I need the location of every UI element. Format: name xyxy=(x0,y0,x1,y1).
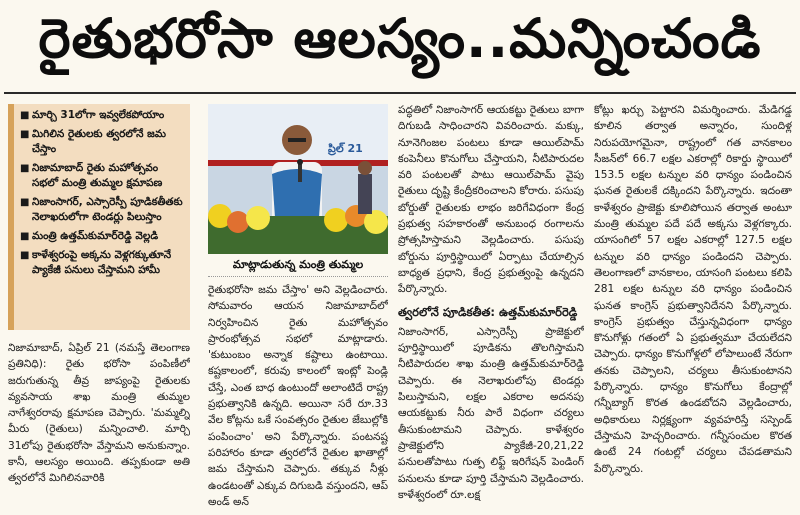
highlight-item: ■ కాళేశ్వరంపై అక్కను వెళ్లగక్కుతూనే ప్యాకేజీ పనులు చేస్తామని హామీ xyxy=(20,249,172,276)
article-paragraph: నిజాంసాగర్, ఎస్సారెస్పీ ప్రాజెక్టులో పూర్తిస్థాయిలో పూడికను తొలగిస్తామని నీటిపారుదల శాఖ మంత్రి ఉత్తమ్‌కుమార్‌రెడ్డి చెప్పారు. ఈ నెలాఖరులోపు టెండర్లు పిలుస్తామని, లక్షల ఎకరాల అదనపు ఆయకట్టుకు నీరు పారే విధంగా చర్యలు తీసుకుంటామని చెప్పారు. కాళేశ్వరం ప్రాజెక్టులోని ప్యాకేజీ-20,21,22 పనులతోపాటు గుత్ప లిఫ్ట్ ఇరిగేషన్ పెండింగ్ పనులను కూడా పూర్తి చేస్తామని వెల్లడించారు. కాళేశ్వరంలో రూ.లక్ష xyxy=(398,325,584,501)
highlight-item: ■ నిజామాబాద్ రైతు మహోత్సవం సభలో మంత్రి తుమ్మల క్షమాపణ xyxy=(20,162,163,189)
column-1 xyxy=(8,340,190,512)
highlight-item: ■ మంత్రి ఉత్తమ్‌కుమార్‌రెడ్డి వెల్లడి xyxy=(20,230,159,242)
column-3 xyxy=(398,102,584,512)
subheading: త్వరలోనే పూడికతీత: ఉత్తమ్‌కుమార్‌రెడ్డి xyxy=(398,304,578,319)
photo-caption: మాట్లాడుతున్న మంత్రి తుమ్మల xyxy=(208,258,388,277)
article-paragraph: కోట్లు ఖర్చు పెట్టారని విమర్శించారు. మేడిగడ్డ కూలిన తర్వాత అన్నారం, సుందిళ్ల నిరుపయోగమైనా, రాష్ట్రంలో గత వానకాలం సీజన్‌లో 66.7 లక్షల ఎకరాల్లో రికార్డు స్థాయిలో 153.5 లక్షల టన్నుల వరి ధాన్యం పండించిన ఘనత రైతులకే దక్కిందని పేర్కొన్నారు. ఇదంతా కాళేశ్వరం ప్రాజెక్టు కూలిపోయిన తర్వాత అంటూ మంత్రి తుమ్మల పదే పదే అక్కసు వెళ్లగక్కారు. యాసంగిలో 57 లక్షల ఎకరాల్లో 127.5 లక్షల టన్నుల వరి ధాన్యం పండిందని చెప్పారు. తెలంగాణలో వానకాలం, యాసంగి పంటలు కలిపి 281 లక్షల టన్నుల వరి ధాన్యం పండించిన ఘనత కాంగ్రెస్ ప్రభుత్వానిదేనని పేర్కొన్నారు. కాంగ్రెస్ ప్రభుత్వం చేస్తున్నవిధంగా ధాన్యం కొనుగోళ్లు గతంలో ఏ ప్రభుత్వమూ చేయలేదని చెప్పారు. ధాన్యం కొనుగోళ్లలో లోపాలుంటే నేరుగా తనకు చెప్పాలని, చర్యలు తీసుకుంటానని పేర్కొన్నారు. ధాన్యం కొనుగోలు కేంద్రాల్లో గన్నీబ్యాగ్ కొరత ఉండబోదని వెల్లడించారు, అధికారులు నిర్లక్ష్యంగా వ్యవహరిస్తే సస్పెండ్ చేస్తామని హెచ్చరించారు. గన్నీసంచుల కొరత ఉంటే 24 గంటల్లో చర్యలు చేపడతామని పేర్కొన్నారు. xyxy=(594,104,792,475)
headline-divider xyxy=(4,92,796,94)
highlights-box xyxy=(8,104,190,330)
bullet-icon: ■ xyxy=(20,197,30,208)
article-paragraph: పద్ధతిలో నిజాంసాగర్ ఆయకట్టు రైతులు బాగా దిగుబడి సాధించారని వివరించారు. మక్కు, నూనెగింజల పంటలు కూడా ఆయిల్‌పామ్ కంపెనీలు కొనుగోలు చేస్తాయని, నీటిపారుదల వరి పంటలతో పాటు ఆయిల్‌పామ్ వైపు రైతులు దృష్టి కేంద్రీకరించాలని కోరారు. పసుపు బోర్డుతో రైతులకు లాభం జరిగేవిధంగా కేంద్ర ప్రభుత్వ సహకారంతో అనుబంధ రంగాలను ప్రోత్సహిస్తామని వెల్లడించారు. పసుపు బోర్డును పూర్తిస్థాయిలో ఏర్పాటు చేయాల్సిన బాధ్యత ప్రధాని, కేంద్ర ప్రభుత్వంపై ఉన్నదని పేర్కొన్నారు. xyxy=(398,104,584,296)
minister-photo xyxy=(208,104,388,254)
column-4 xyxy=(594,102,792,512)
bullet-icon: ■ xyxy=(20,231,30,242)
bullet-icon: ■ xyxy=(20,129,30,140)
bullet-icon: ■ xyxy=(20,250,30,261)
column-2 xyxy=(208,282,388,512)
article-paragraph: రైతుభరోసా జమ చేస్తాం' అని వెల్లడించారు. సోమవారం ఆయన నిజామాబాద్‌లో నిర్వహించిన రైతు మహోత్సవం ప్రారంభోత్సవ సభలో మాట్లాడారు. 'కుటుంబం అన్నాక కష్టాలు ఉంటాయి. కష్టకాలంలో, కరువు కాలంలో ఇంట్లో పెండ్లి చేస్తే, ఎంత బాధ ఉంటుందో అలాంటిదే రాష్ట్ర ప్రభుత్వానికి ఉన్నది. అయినా సరే రూ.33 వేల కోట్లను ఒకే సంవత్సరం రైతుల జేబుల్లోకి పంపించాం' అని పేర్కొన్నారు. పంటనష్ట పరిహారం కూడా త్వరలోనే రైతుల ఖాతాల్లో జమ చేస్తామని చెప్పారు. తక్కువ నీళ్లు ఉండటంతో ఎక్కువ దిగుబడి వస్తుందని, ఆప్ అండ్ అన్ xyxy=(208,284,388,508)
bullet-icon: ■ xyxy=(20,110,30,121)
bullet-icon: ■ xyxy=(20,163,30,174)
highlight-item: ■ మిగిలిన రైతులకు త్వరలోనే జమ చేస్తాం xyxy=(20,128,166,155)
banner-text: ప్రిల్ 21 xyxy=(328,142,363,155)
headline: రైతుభరోసా ఆలస్యం..మన్నించండి xyxy=(38,6,762,70)
photo-illustration xyxy=(208,104,388,254)
highlight-item: ■ మార్చి 31లోగా ఇవ్వలేకపోయాం xyxy=(20,109,165,121)
article-paragraph: నిజామాబాద్, ఏప్రిల్ 21 (నమస్తే తెలంగాణ ప్రతినిధి): రైతు భరోసా పంపిణీలో జరుగుతున్న తీవ్ర జాప్యంపై రైతులకు వ్యవసాయ శాఖ మంత్రి తుమ్మల నాగేశ్వరరావు క్షమాపణ చెప్పారు. 'మమ్మల్ని మీరు (రైతులు) మన్నించాలి. మార్చి 31లోపు రైతుభరోసా వేస్తామని అనుకున్నాం. కానీ, ఆలస్యం అయింది. తప్పకుండా అతి త్వరలోనే మిగిలినవారికి xyxy=(8,342,190,485)
highlight-item: ■ నిజాంసాగర్, ఎస్సారెస్పీ పూడికతీతకు నెలాఖరులోగా టెండర్లు పిలుస్తాం xyxy=(20,196,183,223)
